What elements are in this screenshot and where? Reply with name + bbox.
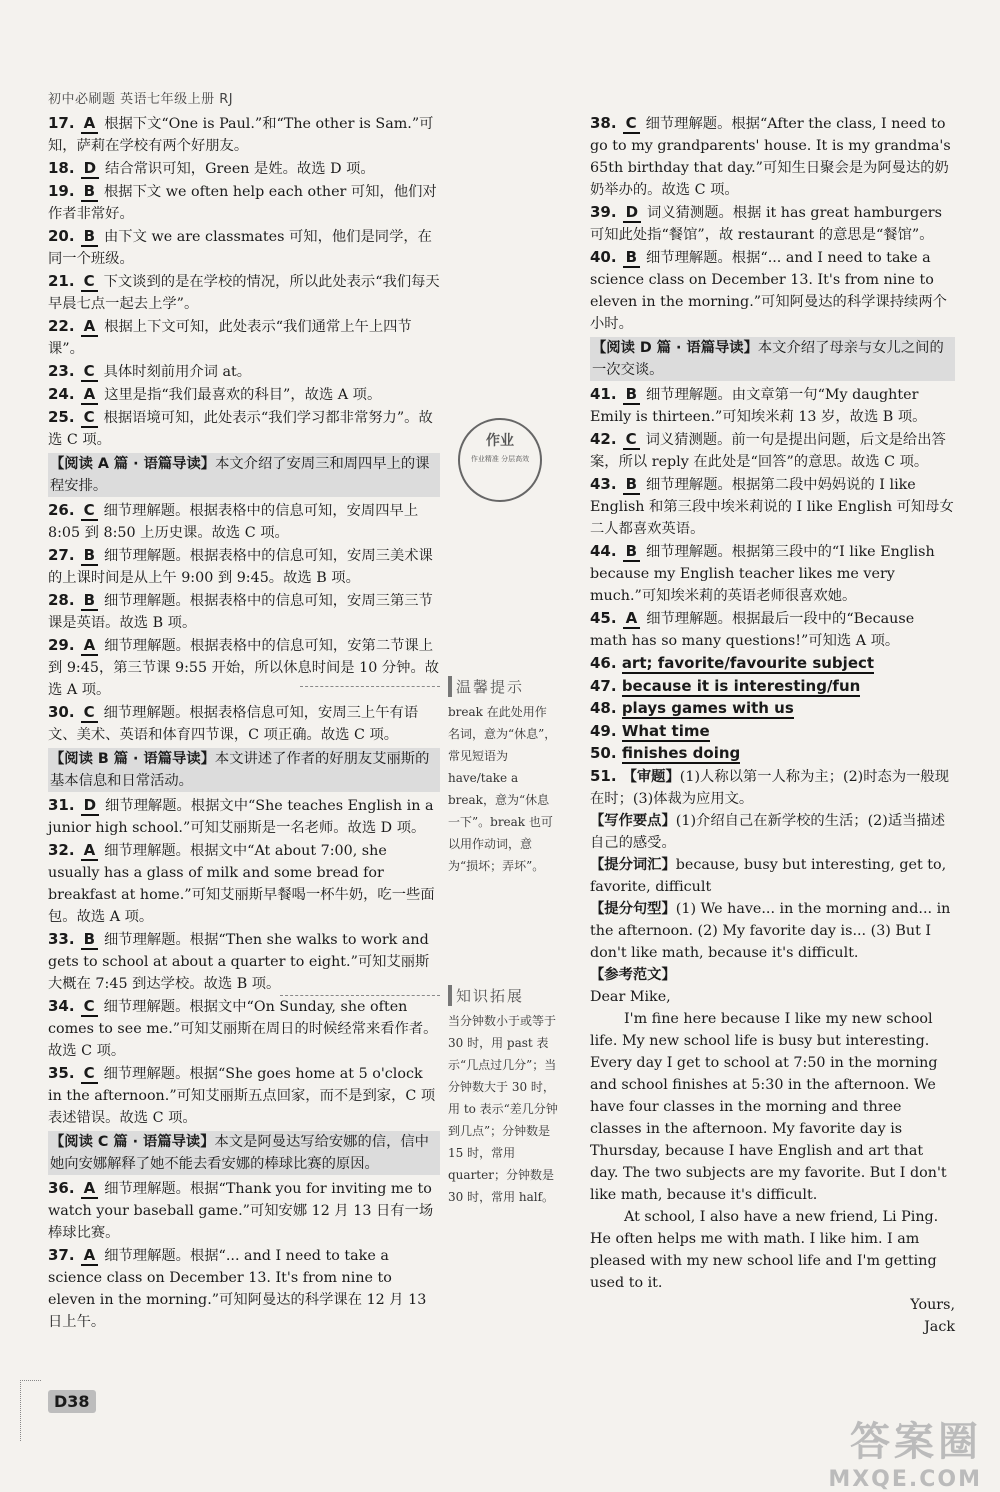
question-number: 40. (590, 248, 617, 266)
answer-item (48, 225, 440, 270)
question-number: 39. (590, 203, 617, 221)
answer-letter: A (81, 1246, 99, 1266)
answer-item (590, 540, 955, 607)
section-label: 【写作要点】 (590, 812, 676, 829)
section-heading: 【阅读 D 篇 · 语篇导读】 (592, 340, 758, 356)
question-number: 20. (48, 227, 75, 245)
explanation: 根据下文“One is Paul.”和“The other is Sam.”可知，萨莉在学校有两个好朋友。 (48, 116, 434, 154)
question-number: 44. (590, 542, 617, 560)
answer-letter: C (81, 1064, 98, 1084)
answer-item (48, 701, 440, 746)
answer-letter: C (81, 997, 98, 1017)
letter-greeting: Dear Mike, (590, 988, 671, 1005)
letter-closing: Yours, (910, 1296, 955, 1313)
answer-item (48, 995, 440, 1062)
answer-letter: C (81, 362, 98, 382)
question-number: 23. (48, 362, 75, 380)
essay-shenti: (1)人称以第一人称为主；(2)时态为一般现在时；(3)体裁为应用文。 (590, 768, 950, 807)
answer-letter: C (81, 501, 98, 521)
essay-juxing: (1) We have... in the morning and... in the afternoon. (2) My favorite day is... (3) But I don't like math, because it's difficult. (590, 900, 951, 961)
stamp-seal (458, 418, 542, 502)
answer-item (48, 315, 440, 360)
blank-text: What time (621, 721, 710, 740)
explanation: 细节理解题。根据“Then she walks to work and gets to school at about a quarter to eight.”可知艾丽斯大概在 7:45 到达学校。故选 B 项。 (48, 932, 430, 992)
question-number: 18. (48, 159, 75, 177)
essay-cihui: because, busy but interesting, get to, favorite, difficult (590, 856, 947, 895)
answer-item (590, 383, 955, 428)
explanation: 结合常识可知，Green 是姓。故选 D 项。 (105, 161, 375, 177)
question-number: 48. (590, 699, 617, 717)
answer-item (48, 383, 440, 406)
question-number: 35. (48, 1064, 75, 1082)
answer-item (590, 112, 955, 201)
tip-title: 温馨提示 (448, 676, 558, 697)
explanation: 细节理解题。根据第二段中妈妈说的 I like English 和第三段中埃米莉说的 I like English 可知母女二人都喜欢英语。 (590, 477, 954, 537)
answer-item (48, 589, 440, 634)
explanation: 细节理解题。根据表格中的信息可知，安第二节课上到 9:45，第三节课 9:55 开始，所以休息时间是 10 分钟。故选 A 项。 (48, 638, 440, 698)
answer-letter: C (81, 703, 98, 723)
blank-answer (590, 742, 955, 765)
answer-item (48, 270, 440, 315)
question-number: 32. (48, 841, 75, 859)
answer-item (590, 428, 955, 473)
section-text: 本文讲述了作者的好朋友艾丽斯的基本信息和日常活动。 (50, 751, 430, 789)
letter-paragraph: I'm fine here because I like my new school life. My new school life is busy but interesting. Every day I get to school at 7:50 in the morning and school finishes at 5:30 in the afternoon. We have four classes in the morning and three classes in the afternoon. My favorite day is Thursday, because I have English and art that day. The two subjects are my favorite. But I don't like math, because it's difficult. (590, 1010, 947, 1203)
left-column (48, 112, 440, 1333)
explanation: 细节理解题。根据“After the class, I need to go to my grandparents' house. It is my grandma's 65th birthday that day.”可知生日聚会是为阿曼达的奶奶举办的。故选 C 项。 (590, 116, 951, 198)
answer-letter: B (623, 475, 640, 495)
question-number: 30. (48, 703, 75, 721)
explanation: 根据下文 we often help each other 可知，他们对作者非常好。 (48, 184, 437, 222)
section-label: 【提分词汇】 (590, 856, 676, 873)
explanation: 细节理解题。根据表格信息可知，安周三上午有语文、美术、英语和体育四节课，C 项正确。故选 C 项。 (48, 705, 419, 743)
stamp-title: 作业 (486, 433, 514, 449)
section-intro (48, 1131, 440, 1175)
question-number: 34. (48, 997, 75, 1015)
answer-item (48, 157, 440, 180)
watermark-text: 答案圈 (850, 1419, 982, 1465)
section-heading: 【阅读 A 篇 · 语篇导读】 (50, 456, 216, 472)
question-number: 22. (48, 317, 75, 335)
watermark-url: MXQE.COM (828, 1467, 982, 1492)
answer-item (48, 928, 440, 995)
page-number: D38 (48, 1390, 96, 1413)
answer-item (48, 1244, 440, 1333)
question-number: 28. (48, 591, 75, 609)
explanation: 细节理解题。根据文中“She teaches English in a junior high school.”可知艾丽斯是一名老师。故选 D 项。 (48, 798, 434, 836)
answer-letter: A (81, 636, 99, 656)
question-number: 51. (590, 766, 617, 785)
tip-box-knowledge (448, 985, 558, 1208)
tip-text: 当分钟数小于或等于 30 时，用 past 表示“几点过几分”；当分钟数大于 30 时，用 to 表示“差几分钟到几点”；分钟数是 15 时，常用 quarter；分钟数是 30 时，常用 half。 (448, 1014, 558, 1204)
section-heading: 【阅读 C 篇 · 语篇导读】 (50, 1134, 215, 1150)
tip-title: 知识拓展 (448, 985, 558, 1006)
answer-item (48, 360, 440, 383)
answer-letter: A (81, 385, 99, 405)
answer-letter: B (623, 542, 640, 562)
answer-item (48, 499, 440, 544)
explanation: 细节理解题。根据“... and I need to take a science class on December 13. It's from nine to eleven in the morning.”可知阿曼达的科学课在 12 月 13 日上午。 (48, 1248, 427, 1330)
answer-letter: B (81, 182, 98, 202)
question-number: 37. (48, 1246, 75, 1264)
blank-answer (590, 652, 955, 675)
answer-letter: B (81, 591, 98, 611)
question-number: 50. (590, 744, 617, 762)
answer-letter: C (81, 272, 98, 292)
explanation: 下文谈到的是在学校的情况，所以此处表示“我们每天早晨七点一起去上学”。 (48, 274, 440, 312)
explanation: 细节理解题。根据表格中的信息可知，安周三第三节课是英语。故选 B 项。 (48, 593, 433, 631)
question-number: 33. (48, 930, 75, 948)
answer-letter: A (81, 114, 99, 134)
answer-item (590, 201, 955, 246)
explanation: 细节理解题。根据“She goes home at 5 o'clock in the afternoon.”可知艾丽斯五点回家，而不是到家，C 项表述错误。故选 C 项。 (48, 1066, 436, 1126)
stamp-subtitle: 作业精准 分层高效 (470, 455, 530, 463)
answer-letter: A (81, 1179, 99, 1199)
answer-letter: C (623, 430, 640, 450)
question-number: 26. (48, 501, 75, 519)
answer-item (48, 406, 440, 451)
explanation: 词义猜测题。前一句是提出问题，后文是给出答案，所以 reply 在此处是“回答”的意思。故选 C 项。 (590, 432, 946, 470)
section-text: 本文介绍了母亲与女儿之间的一次交谈。 (592, 340, 944, 378)
right-column (590, 112, 955, 1338)
explanation: 细节理解题。根据文中“At about 7:00, she usually has a glass of milk and some bread for breakfast at home.”可知艾丽斯早餐喝一杯牛奶，吃一些面包。故选 A 项。 (48, 843, 435, 925)
corner-mark (20, 1380, 41, 1441)
answer-letter: D (623, 203, 641, 223)
answer-item (48, 1062, 440, 1129)
essay-yaodian: (1)介绍自己在新学校的生活；(2)适当描述自己的感受。 (590, 812, 946, 851)
answer-letter: A (81, 841, 99, 861)
answer-letter: A (81, 317, 99, 337)
explanation: 细节理解题。由文章第一句“My daughter Emily is thirteen.”可知埃米莉 13 岁，故选 B 项。 (590, 387, 927, 425)
answer-item (48, 112, 440, 157)
answer-item (48, 544, 440, 589)
question-number: 49. (590, 721, 617, 740)
watermark (828, 1410, 982, 1492)
tip-text: break 在此处用作名词，意为“休息”，常见短语为 have/take a break，意为“休息一下”。break 也可以用作动词，意为“损坏；弄坏”。 (448, 705, 557, 873)
answer-item (48, 180, 440, 225)
explanation: 词义猜测题。根据 it has great hamburgers 可知此处指“餐馆”，故 restaurant 的意思是“餐馆”。 (590, 205, 942, 243)
blank-answer (590, 697, 955, 720)
explanation: 由下文 we are classmates 可知，他们是同学，在同一个班级。 (48, 229, 432, 267)
blank-text: art; favorite/favourite subject (621, 654, 875, 672)
answer-letter: B (81, 546, 98, 566)
section-intro (48, 748, 440, 792)
blank-answer (590, 675, 955, 698)
answer-item (48, 634, 440, 701)
dashed-pointer (280, 995, 440, 996)
answer-letter: D (81, 796, 99, 816)
question-number: 46. (590, 654, 617, 672)
answer-item (590, 473, 955, 540)
explanation: 细节理解题。根据最后一段中的“Because math has so many questions!”可知选 A 项。 (590, 611, 915, 649)
explanation: 细节理解题。根据“... and I need to take a science class on December 13. It's from nine to eleven in the morning.”可知阿曼达的科学课持续两个小时。 (590, 250, 947, 332)
question-number: 19. (48, 182, 75, 200)
question-number: 21. (48, 272, 75, 290)
letter-signature: Jack (924, 1318, 955, 1335)
answer-letter: C (623, 114, 640, 134)
explanation: 细节理解题。根据表格中的信息可知，安周四早上 8:05 到 8:50 上历史课。故选 C 项。 (48, 503, 419, 541)
question-number: 25. (48, 408, 75, 426)
question-number: 43. (590, 475, 617, 493)
answer-item (48, 1177, 440, 1244)
question-number: 38. (590, 114, 617, 132)
question-number: 45. (590, 609, 617, 627)
section-intro (590, 337, 955, 381)
question-number: 41. (590, 385, 617, 403)
section-text: 本文介绍了安周三和周四早上的课程安排。 (50, 456, 430, 494)
blank-text: finishes doing (621, 744, 741, 762)
explanation: 细节理解题。根据文中“On Sunday, she often comes to see me.”可知艾丽斯在周日的时候经常来看作者。故选 C 项。 (48, 999, 438, 1059)
page-header: 初中必刷题 英语七年级上册 RJ (48, 92, 234, 107)
blank-answer (590, 720, 955, 743)
explanation: 根据上下文可知，此处表示“我们通常上午上四节课”。 (48, 319, 412, 357)
answer-letter: A (623, 609, 641, 629)
answer-item (590, 246, 955, 335)
explanation: 细节理解题。根据“Thank you for inviting me to watch your baseball game.”可知安娜 12 月 13 日有一场棒球比赛。 (48, 1181, 434, 1241)
answer-letter: B (81, 930, 98, 950)
section-label: 【参考范文】 (590, 966, 676, 983)
question-number: 47. (590, 676, 617, 695)
question-number: 24. (48, 385, 75, 403)
section-label: 【审题】 (622, 768, 680, 785)
question-number: 42. (590, 430, 617, 448)
section-label: 【提分句型】 (590, 900, 676, 917)
answer-item (590, 607, 955, 652)
section-text: 本文是阿曼达写给安娜的信，信中她向安娜解释了她不能去看安娜的棒球比赛的原因。 (50, 1134, 429, 1172)
essay-answer (590, 765, 955, 1338)
explanation: 细节理解题。根据第三段中的“I like English because my English teacher likes me very much.”可知埃米莉的英语老师很喜欢她。 (590, 544, 935, 604)
question-number: 17. (48, 114, 75, 132)
question-number: 31. (48, 796, 75, 814)
section-heading: 【阅读 B 篇 · 语篇导读】 (50, 751, 215, 767)
question-number: 36. (48, 1179, 75, 1197)
explanation: 细节理解题。根据表格中的信息可知，安周三美术课的上课时间是从上午 9:00 到 9:45。故选 B 项。 (48, 548, 433, 586)
explanation: 这里是指“我们最喜欢的科目”，故选 A 项。 (104, 387, 382, 403)
answer-letter: B (81, 227, 98, 247)
tip-box-warm (448, 676, 558, 877)
explanation: 具体时刻前用介词 at。 (103, 364, 252, 380)
question-number: 27. (48, 546, 75, 564)
question-number: 29. (48, 636, 75, 654)
answer-letter: D (81, 159, 99, 179)
answer-item (48, 839, 440, 928)
blank-text: plays games with us (621, 699, 794, 717)
answer-item (48, 794, 440, 839)
letter-paragraph: At school, I also have a new friend, Li Ping. He often helps me with math. I like him. I am pleased with my new school life and I'm getting used to it. (590, 1208, 939, 1291)
answer-letter: B (623, 248, 640, 268)
section-intro (48, 453, 440, 497)
answer-letter: B (623, 385, 640, 405)
dashed-pointer (300, 686, 440, 687)
answer-letter: C (81, 408, 98, 428)
explanation: 根据语境可知，此处表示“我们学习都非常努力”。故选 C 项。 (48, 410, 433, 448)
blank-text: because it is interesting/fun (621, 676, 861, 695)
